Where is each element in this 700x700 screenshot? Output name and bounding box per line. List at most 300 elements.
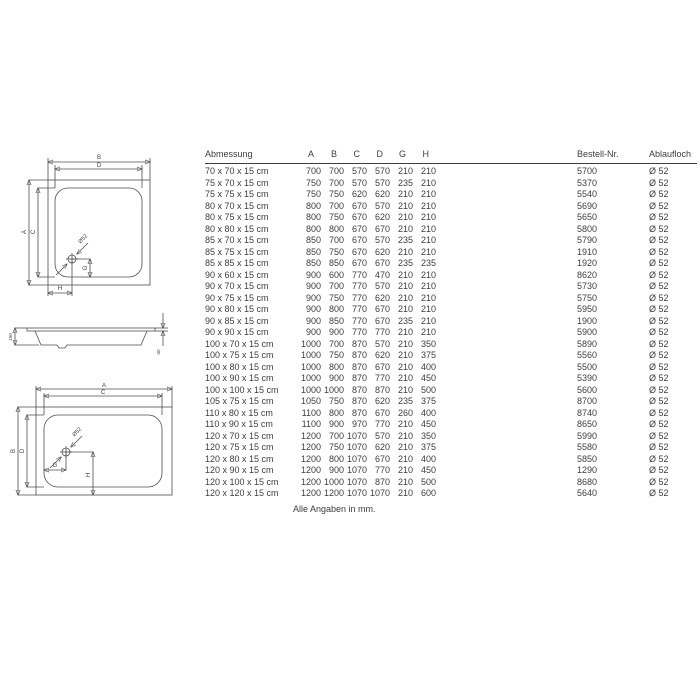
spacer-cell bbox=[436, 327, 577, 339]
d-cell: 670 bbox=[374, 304, 390, 314]
drain-hole-cell: Ø 52 bbox=[649, 488, 669, 498]
c-cell: 770 bbox=[351, 292, 367, 303]
d-cell: 670 bbox=[374, 315, 390, 326]
dimension-cell: 120 x 90 x 15 cm bbox=[205, 465, 274, 475]
rect-tray-inner-edge bbox=[44, 415, 162, 487]
square-tray-top-view-drawing bbox=[20, 147, 182, 299]
spacer-cell bbox=[436, 164, 577, 178]
d-cell: 670 bbox=[374, 407, 390, 418]
header-bestell-nr: Bestell-Nr. bbox=[577, 149, 649, 164]
units-footnote: Alle Angaben in mm. bbox=[293, 503, 376, 514]
h-cell: 210 bbox=[420, 223, 436, 234]
table-row bbox=[205, 270, 697, 282]
order-no-cell: 1900 bbox=[577, 315, 598, 326]
g-cell: 235 bbox=[397, 315, 413, 326]
h-cell: 450 bbox=[420, 419, 436, 429]
table-row bbox=[205, 164, 697, 178]
drain-hole-cell: Ø 52 bbox=[649, 269, 669, 280]
h-cell: 210 bbox=[420, 292, 436, 303]
g-cell: 210 bbox=[397, 442, 413, 452]
h-cell: 350 bbox=[420, 338, 436, 349]
a-cell: 1200 bbox=[300, 430, 321, 441]
order-no-cell: 1910 bbox=[577, 246, 598, 257]
h-cell: 210 bbox=[420, 189, 436, 199]
table-row bbox=[205, 488, 697, 500]
b-cell: 750 bbox=[328, 189, 344, 199]
c-cell: 770 bbox=[351, 315, 367, 326]
b-cell: 800 bbox=[328, 407, 344, 418]
c-cell: 870 bbox=[351, 350, 367, 360]
spacer-cell bbox=[436, 488, 577, 500]
h-cell: 450 bbox=[420, 465, 436, 475]
order-no-cell: 5500 bbox=[577, 361, 598, 372]
drain-hole-cell: Ø 52 bbox=[649, 465, 669, 475]
a-cell: 900 bbox=[305, 304, 321, 314]
dimension-cell: 120 x 100 x 15 cm bbox=[205, 476, 279, 487]
drain-hole-cell: Ø 52 bbox=[649, 189, 669, 199]
header-ablaufloch: Ablaufloch bbox=[649, 149, 697, 164]
table-row bbox=[205, 431, 697, 443]
d-cell: 570 bbox=[374, 338, 390, 349]
rect-tray-top-view-drawing bbox=[8, 383, 186, 505]
spacer-cell bbox=[436, 350, 577, 362]
dimension-cell: 90 x 85 x 15 cm bbox=[205, 315, 269, 326]
order-no-cell: 5990 bbox=[577, 430, 598, 441]
order-no-cell: 1290 bbox=[577, 465, 598, 475]
c-cell: 870 bbox=[351, 338, 367, 349]
b-cell: 700 bbox=[328, 166, 344, 176]
drain-hole-cell: Ø 52 bbox=[649, 419, 669, 429]
d-cell: 620 bbox=[374, 396, 390, 406]
spacer-cell bbox=[436, 373, 577, 385]
c-cell: 670 bbox=[351, 223, 367, 234]
order-no-cell: 1920 bbox=[577, 258, 598, 268]
header-c: C bbox=[344, 149, 367, 164]
tray-side-profile-drawing bbox=[5, 305, 180, 360]
drain-hole-cell: Ø 52 bbox=[649, 327, 669, 337]
dimension-cell: 80 x 70 x 15 cm bbox=[205, 200, 269, 211]
c-cell: 870 bbox=[351, 361, 367, 372]
dim-label-h: H bbox=[86, 472, 92, 478]
tray-rim-profile bbox=[27, 328, 155, 331]
h-cell: 210 bbox=[420, 304, 436, 314]
c-cell: 570 bbox=[351, 166, 367, 176]
drain-hole-cell: Ø 52 bbox=[649, 373, 669, 383]
table-row bbox=[205, 224, 697, 236]
c-cell: 1070 bbox=[346, 488, 367, 498]
table-row bbox=[205, 350, 697, 362]
spacer-cell bbox=[436, 281, 577, 293]
dimension-cell: 75 x 70 x 15 cm bbox=[205, 177, 269, 188]
order-no-cell: 5850 bbox=[577, 453, 598, 464]
b-cell: 800 bbox=[328, 304, 344, 314]
d-cell: 870 bbox=[374, 384, 390, 395]
d-cell: 670 bbox=[374, 361, 390, 372]
table-row bbox=[205, 477, 697, 489]
c-cell: 570 bbox=[351, 177, 367, 188]
c-cell: 770 bbox=[351, 269, 367, 280]
d-cell: 670 bbox=[374, 453, 390, 464]
order-no-cell: 5800 bbox=[577, 223, 598, 234]
a-cell: 750 bbox=[305, 189, 321, 199]
d-cell: 620 bbox=[374, 212, 390, 222]
g-cell: 210 bbox=[397, 350, 413, 360]
d-cell: 570 bbox=[374, 281, 390, 291]
dimension-cell: 90 x 75 x 15 cm bbox=[205, 292, 269, 303]
a-cell: 1100 bbox=[301, 419, 321, 429]
g-cell: 210 bbox=[397, 453, 413, 464]
g-cell: 210 bbox=[397, 327, 413, 337]
g-cell: 210 bbox=[397, 465, 413, 475]
a-cell: 1200 bbox=[300, 453, 321, 464]
spacer-cell bbox=[436, 293, 577, 305]
spacer-cell bbox=[436, 235, 577, 247]
dimension-cell: 120 x 70 x 15 cm bbox=[205, 430, 274, 441]
dim-label-height: 150 bbox=[8, 333, 13, 341]
drain-hole-cell: Ø 52 bbox=[649, 476, 669, 487]
g-cell: 210 bbox=[397, 189, 413, 199]
c-cell: 770 bbox=[351, 327, 367, 337]
h-cell: 500 bbox=[420, 384, 436, 395]
spacer-cell bbox=[436, 477, 577, 489]
d-cell: 620 bbox=[374, 292, 390, 303]
dimension-cell: 120 x 120 x 15 cm bbox=[205, 488, 279, 498]
c-cell: 1070 bbox=[346, 453, 367, 464]
h-cell: 210 bbox=[420, 315, 436, 326]
spacer-cell bbox=[436, 247, 577, 259]
h-cell: 210 bbox=[420, 281, 436, 291]
table-row bbox=[205, 178, 697, 190]
spacer-cell bbox=[436, 385, 577, 397]
d-cell: 620 bbox=[374, 350, 390, 360]
a-cell: 750 bbox=[305, 177, 321, 188]
c-cell: 870 bbox=[351, 373, 367, 383]
c-cell: 1070 bbox=[346, 442, 367, 452]
drain-hole-cell: Ø 52 bbox=[649, 350, 669, 360]
dim-label-g: G bbox=[52, 463, 58, 469]
rect-tray-outer-edge bbox=[36, 407, 172, 495]
drain-hole-cell: Ø 52 bbox=[649, 384, 669, 395]
spacer-cell bbox=[436, 431, 577, 443]
spacer-cell bbox=[436, 465, 577, 477]
order-no-cell: 8740 bbox=[577, 407, 598, 418]
c-cell: 1070 bbox=[346, 465, 367, 475]
d-cell: 570 bbox=[374, 177, 390, 188]
drain-hole-cell: Ø 52 bbox=[649, 304, 669, 314]
table-row bbox=[205, 339, 697, 351]
order-no-cell: 8620 bbox=[577, 269, 598, 280]
order-no-cell: 5690 bbox=[577, 200, 598, 211]
header-d: D bbox=[367, 149, 390, 164]
b-cell: 700 bbox=[328, 235, 344, 245]
b-cell: 700 bbox=[328, 338, 344, 349]
g-cell: 210 bbox=[397, 476, 413, 487]
h-cell: 210 bbox=[420, 246, 436, 257]
a-cell: 1000 bbox=[300, 384, 321, 395]
b-cell: 700 bbox=[328, 430, 344, 441]
spacer-cell bbox=[436, 454, 577, 466]
b-cell: 700 bbox=[328, 200, 344, 211]
b-cell: 900 bbox=[328, 465, 344, 475]
d-cell: 670 bbox=[374, 223, 390, 234]
a-cell: 900 bbox=[305, 327, 321, 337]
a-cell: 1200 bbox=[300, 442, 321, 452]
dimension-cell: 90 x 60 x 15 cm bbox=[205, 269, 269, 280]
a-cell: 1200 bbox=[300, 488, 321, 498]
spacer-cell bbox=[436, 304, 577, 316]
table-row bbox=[205, 465, 697, 477]
dimension-cell: 90 x 80 x 15 cm bbox=[205, 304, 269, 314]
a-cell: 1000 bbox=[300, 338, 321, 349]
c-cell: 970 bbox=[351, 419, 367, 429]
c-cell: 670 bbox=[351, 235, 367, 245]
dimension-cell: 90 x 90 x 15 cm bbox=[205, 327, 269, 337]
a-cell: 850 bbox=[305, 246, 321, 257]
b-cell: 750 bbox=[328, 350, 344, 360]
b-cell: 1000 bbox=[323, 384, 344, 395]
d-cell: 770 bbox=[374, 465, 390, 475]
dimension-cell: 80 x 75 x 15 cm bbox=[205, 212, 269, 222]
h-cell: 210 bbox=[420, 177, 436, 188]
dim-label-a: A bbox=[101, 383, 107, 389]
d-cell: 770 bbox=[374, 419, 390, 429]
table-row bbox=[205, 293, 697, 305]
drain-diameter-label: Ø52 bbox=[77, 233, 90, 246]
spacer-cell bbox=[436, 270, 577, 282]
h-cell: 600 bbox=[420, 488, 436, 498]
table-row bbox=[205, 235, 697, 247]
table-row bbox=[205, 316, 697, 328]
h-cell: 375 bbox=[420, 350, 436, 360]
dimension-cell: 85 x 70 x 15 cm bbox=[205, 235, 269, 245]
drain-hole-cell: Ø 52 bbox=[649, 292, 669, 303]
c-cell: 870 bbox=[351, 396, 367, 406]
drain-hole-cell: Ø 52 bbox=[649, 166, 669, 176]
order-no-cell: 5730 bbox=[577, 281, 598, 291]
header-b: B bbox=[321, 149, 344, 164]
table-row bbox=[205, 304, 697, 316]
spacer-cell bbox=[436, 189, 577, 201]
h-cell: 375 bbox=[420, 442, 436, 452]
c-cell: 1070 bbox=[346, 476, 367, 487]
c-cell: 620 bbox=[351, 189, 367, 199]
dimension-cell: 100 x 80 x 15 cm bbox=[205, 361, 274, 372]
header-a: A bbox=[298, 149, 321, 164]
a-cell: 850 bbox=[305, 258, 321, 268]
header-h: H bbox=[413, 149, 436, 164]
a-cell: 900 bbox=[305, 292, 321, 303]
table-row bbox=[205, 281, 697, 293]
order-no-cell: 5950 bbox=[577, 304, 598, 314]
header-abmessung: Abmessung bbox=[205, 149, 298, 164]
dimension-cell: 105 x 75 x 15 cm bbox=[205, 396, 274, 406]
g-cell: 210 bbox=[397, 166, 413, 176]
b-cell: 900 bbox=[328, 327, 344, 337]
c-cell: 670 bbox=[351, 200, 367, 211]
b-cell: 800 bbox=[328, 223, 344, 234]
d-cell: 620 bbox=[374, 442, 390, 452]
table-row bbox=[205, 419, 697, 431]
table-row bbox=[205, 454, 697, 466]
h-cell: 210 bbox=[420, 235, 436, 245]
b-cell: 700 bbox=[328, 177, 344, 188]
g-cell: 210 bbox=[397, 246, 413, 257]
spacer-cell bbox=[436, 212, 577, 224]
h-cell: 235 bbox=[420, 258, 436, 268]
g-cell: 210 bbox=[397, 304, 413, 314]
drain-hole-cell: Ø 52 bbox=[649, 177, 669, 188]
d-cell: 570 bbox=[374, 235, 390, 245]
a-cell: 850 bbox=[305, 235, 321, 245]
table-row bbox=[205, 385, 697, 397]
order-no-cell: 8680 bbox=[577, 476, 598, 487]
dimension-cell: 85 x 75 x 15 cm bbox=[205, 246, 269, 257]
spec-table-body bbox=[205, 164, 697, 500]
drain-hole-cell: Ø 52 bbox=[649, 258, 669, 268]
table-row bbox=[205, 373, 697, 385]
table-row bbox=[205, 189, 697, 201]
drain-hole-cell: Ø 52 bbox=[649, 442, 669, 452]
dimension-cell: 120 x 80 x 15 cm bbox=[205, 453, 274, 464]
dimension-cell: 100 x 100 x 15 cm bbox=[205, 384, 279, 395]
order-no-cell: 5540 bbox=[577, 189, 598, 199]
dim-label-d: D bbox=[20, 448, 26, 454]
spacer-cell bbox=[436, 339, 577, 351]
h-cell: 400 bbox=[420, 453, 436, 464]
spacer-cell bbox=[436, 419, 577, 431]
drain-diameter-label: Ø52 bbox=[71, 426, 84, 439]
a-cell: 800 bbox=[305, 200, 321, 211]
order-no-cell: 8650 bbox=[577, 419, 598, 429]
g-cell: 210 bbox=[397, 430, 413, 441]
order-no-cell: 5600 bbox=[577, 384, 598, 395]
dimension-cell: 100 x 70 x 15 cm bbox=[205, 338, 274, 349]
drain-hole-cell: Ø 52 bbox=[649, 430, 669, 441]
spacer-cell bbox=[436, 316, 577, 328]
c-cell: 770 bbox=[351, 304, 367, 314]
dim-label-d: D bbox=[96, 163, 102, 169]
d-cell: 620 bbox=[374, 189, 390, 199]
drain-hole-cell: Ø 52 bbox=[649, 407, 669, 418]
b-cell: 750 bbox=[328, 442, 344, 452]
dimension-cell: 75 x 75 x 15 cm bbox=[205, 189, 269, 199]
d-cell: 870 bbox=[374, 476, 390, 487]
dim-label-a: A bbox=[22, 229, 28, 235]
table-row bbox=[205, 396, 697, 408]
a-cell: 700 bbox=[305, 166, 321, 176]
spacer-cell bbox=[436, 178, 577, 190]
c-cell: 670 bbox=[351, 246, 367, 257]
h-cell: 375 bbox=[420, 396, 436, 406]
order-no-cell: 5580 bbox=[577, 442, 598, 452]
b-cell: 750 bbox=[328, 396, 344, 406]
d-cell: 570 bbox=[374, 430, 390, 441]
g-cell: 210 bbox=[397, 488, 413, 498]
h-cell: 400 bbox=[420, 407, 436, 418]
order-no-cell: 5370 bbox=[577, 177, 598, 188]
a-cell: 800 bbox=[305, 223, 321, 234]
order-no-cell: 5790 bbox=[577, 235, 598, 245]
g-cell: 210 bbox=[397, 419, 413, 429]
h-cell: 210 bbox=[420, 269, 436, 280]
h-cell: 210 bbox=[420, 200, 436, 211]
a-cell: 1000 bbox=[300, 373, 321, 383]
order-no-cell: 8700 bbox=[577, 396, 598, 406]
b-cell: 750 bbox=[328, 246, 344, 257]
dim-label-g: G bbox=[83, 265, 89, 271]
dimension-cell: 90 x 70 x 15 cm bbox=[205, 281, 269, 291]
spacer-cell bbox=[436, 201, 577, 213]
c-cell: 670 bbox=[351, 212, 367, 222]
dim-label-b: B bbox=[11, 448, 17, 454]
c-cell: 670 bbox=[351, 258, 367, 268]
g-cell: 210 bbox=[397, 292, 413, 303]
drain-hole-cell: Ø 52 bbox=[649, 453, 669, 464]
d-cell: 570 bbox=[374, 166, 390, 176]
a-cell: 900 bbox=[305, 315, 321, 326]
d-cell: 770 bbox=[374, 373, 390, 383]
d-cell: 670 bbox=[374, 258, 390, 268]
g-cell: 210 bbox=[397, 384, 413, 395]
g-cell: 210 bbox=[397, 338, 413, 349]
c-cell: 870 bbox=[351, 384, 367, 395]
d-cell: 770 bbox=[374, 327, 390, 337]
square-tray-outer-edge bbox=[48, 180, 150, 285]
drain-hole-cell: Ø 52 bbox=[649, 338, 669, 349]
a-cell: 1050 bbox=[300, 396, 321, 406]
dimension-cell: 120 x 75 x 15 cm bbox=[205, 442, 274, 452]
g-cell: 210 bbox=[397, 200, 413, 211]
g-cell: 210 bbox=[397, 281, 413, 291]
b-cell: 750 bbox=[328, 292, 344, 303]
d-cell: 1070 bbox=[369, 488, 390, 498]
drain-hole-cell: Ø 52 bbox=[649, 212, 669, 222]
dimension-cell: 70 x 70 x 15 cm bbox=[205, 166, 269, 176]
g-cell: 210 bbox=[397, 361, 413, 372]
spacer-cell bbox=[436, 258, 577, 270]
b-cell: 800 bbox=[328, 453, 344, 464]
g-cell: 210 bbox=[397, 269, 413, 280]
dimension-cell: 100 x 90 x 15 cm bbox=[205, 373, 274, 383]
h-cell: 400 bbox=[420, 361, 436, 372]
order-no-cell: 5900 bbox=[577, 327, 598, 337]
order-no-cell: 5640 bbox=[577, 488, 598, 498]
b-cell: 800 bbox=[328, 361, 344, 372]
g-cell: 235 bbox=[397, 235, 413, 245]
spacer-cell bbox=[436, 224, 577, 236]
drain-hole-cell: Ø 52 bbox=[649, 361, 669, 372]
c-cell: 770 bbox=[351, 281, 367, 291]
drain-hole-cell: Ø 52 bbox=[649, 315, 669, 326]
order-no-cell: 5890 bbox=[577, 338, 598, 349]
order-no-cell: 5750 bbox=[577, 292, 598, 303]
spacer-cell bbox=[436, 442, 577, 454]
drain-hole-cell: Ø 52 bbox=[649, 200, 669, 211]
g-cell: 210 bbox=[397, 373, 413, 383]
d-cell: 570 bbox=[374, 200, 390, 211]
header-g: G bbox=[390, 149, 413, 164]
drain-hole-cell: Ø 52 bbox=[649, 235, 669, 245]
dim-label-c: C bbox=[31, 229, 37, 235]
table-row bbox=[205, 212, 697, 224]
b-cell: 600 bbox=[328, 269, 344, 280]
spacer-cell bbox=[436, 408, 577, 420]
dim-label-b: B bbox=[96, 155, 102, 161]
drain-hole-cell: Ø 52 bbox=[649, 223, 669, 234]
b-cell: 700 bbox=[328, 281, 344, 291]
tray-basin-profile bbox=[35, 331, 147, 348]
table-row bbox=[205, 258, 697, 270]
